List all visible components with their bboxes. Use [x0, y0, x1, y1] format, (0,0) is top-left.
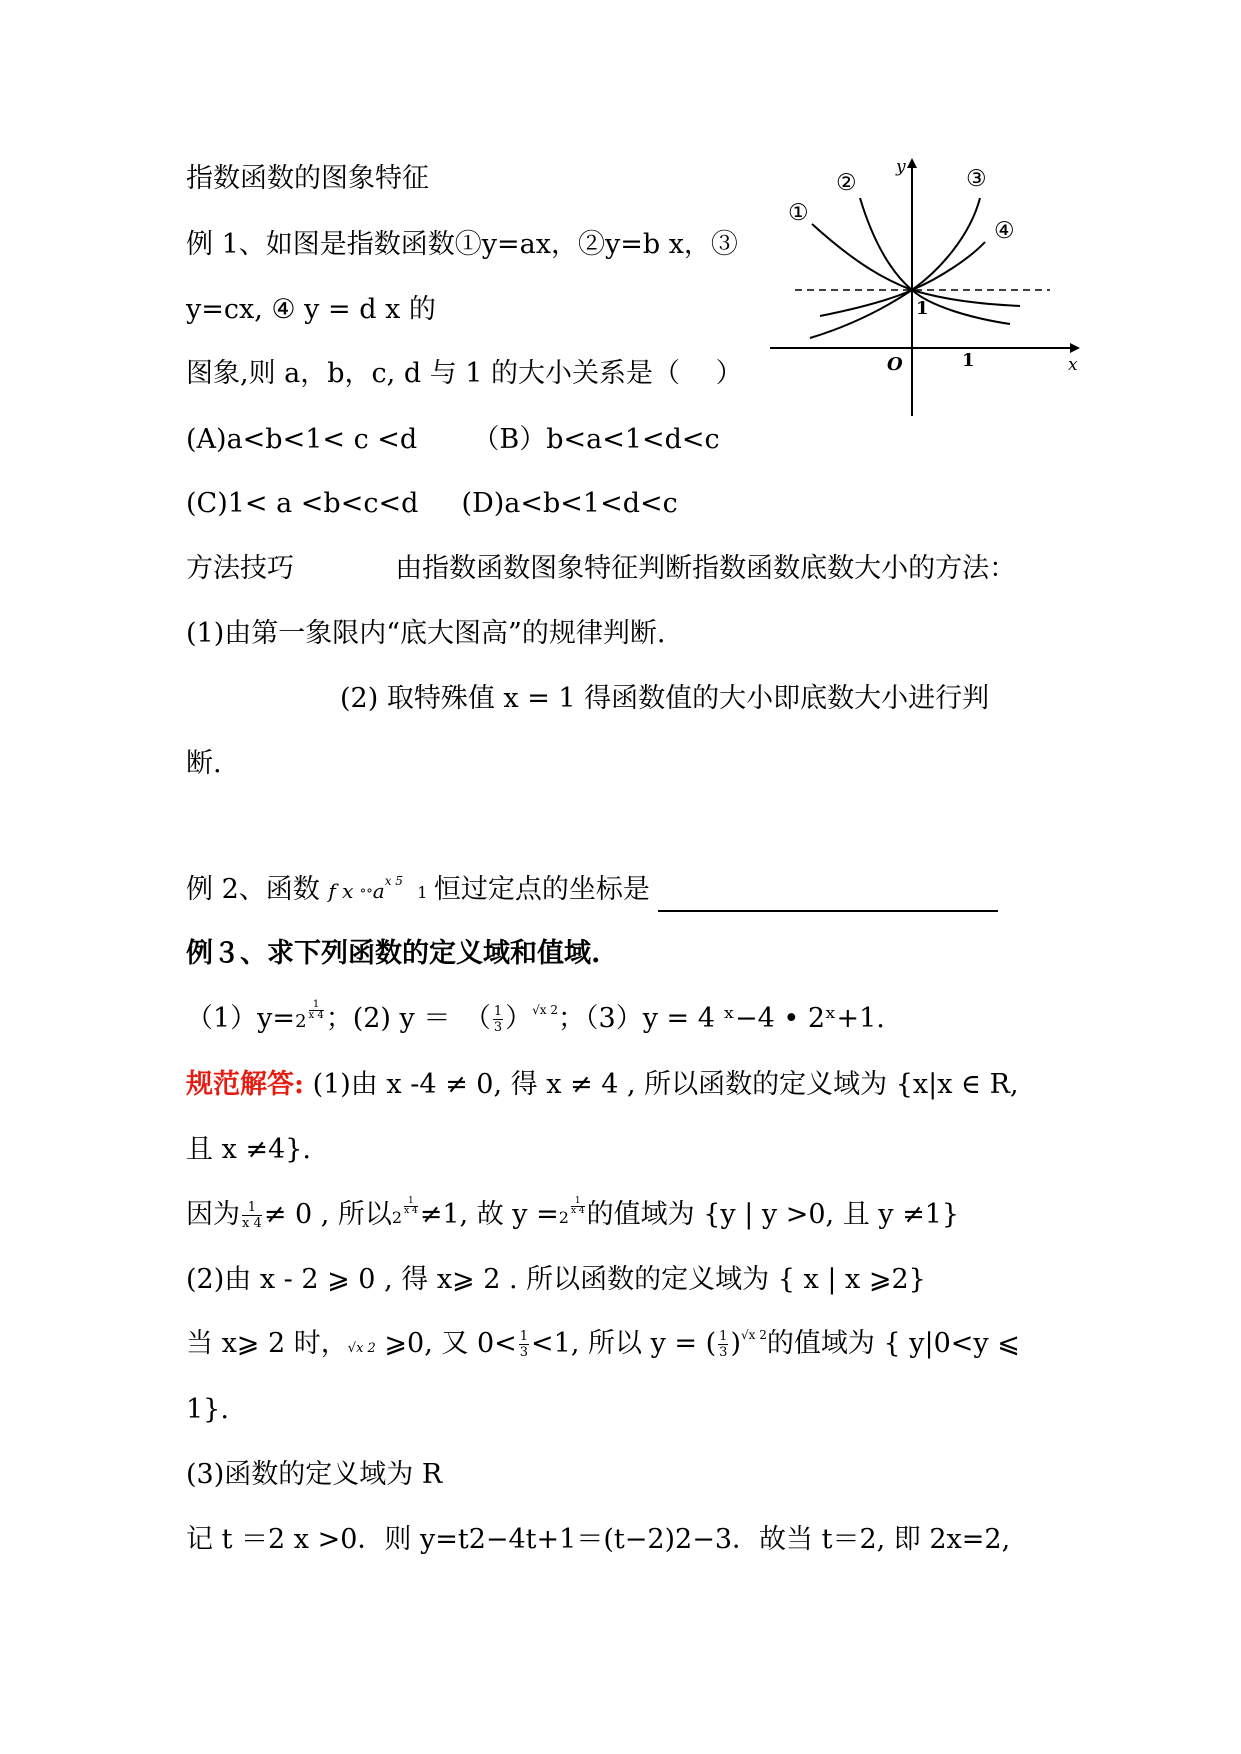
y-axis-label: y [896, 158, 906, 177]
solution-line3: (3)函数的定义域为 R [186, 1459, 443, 1490]
example1-line2: y=cx, ④ y = d x 的 [186, 294, 436, 325]
curve-4 [820, 242, 985, 316]
answer-blank [658, 888, 998, 912]
example1-line1: 例 1、如图是指数函数①y=ax，②y=b x，③ [186, 229, 738, 260]
solution-line1b: 因为 $\frac{1}{x 4}$ ≠ 0 , 所以2 $^{\frac{1}{x 4}}$ ≠1, 故 y =2 $^{\frac{1}{x 4}}$ 的值域为 {y | y >0, 且 y ≠1} [186, 1196, 960, 1231]
solution-line1-cont: 且 x ≠4}. [186, 1134, 311, 1165]
solution-line2b: 当 x⩾ 2 时，√x 2 ⩾0, 又 0< $\frac{1}{3}$ <1, 所以 y = ( $\frac{1}{3}$ )$^{√x 2}$的值域为 { y|0<y ⩽ [186, 1328, 1020, 1360]
x-tick-label: 1 [962, 350, 975, 371]
option-b: （B）b<a<1<d<c [472, 424, 720, 455]
method-point2-cont: 断. [186, 748, 222, 779]
origin-label: O [887, 354, 903, 375]
method-point2: (2) 取特殊值 x = 1 得函数值的大小即底数大小进行判 [340, 683, 990, 714]
example1-options-ab [186, 423, 720, 457]
curve-label-4: ④ [994, 218, 1015, 244]
curve-2 [860, 198, 1010, 324]
example2-prefix: 例 2、函数 [186, 874, 320, 905]
solution-line2-cont: 1}. [186, 1394, 229, 1425]
solution-line2: (2)由 x - 2 ⩾ 0 , 得 x⩾ 2 . 所以函数的定义域为 { x | x ⩾2} [186, 1264, 926, 1295]
curve-label-1: ① [788, 200, 809, 226]
example3-questions: （1）y=2 $^{\frac{1}{x 4}}$ ；(2) y ＝ （ $\frac{1}{3}$ ）$^{√x 2}$；（3）y = 4 ˣ−4 • 2ˣ+1. [186, 999, 885, 1035]
curve-3 [810, 198, 980, 338]
y-tick-label: 1 [916, 298, 929, 319]
example2-formula: f x $^\circ^\circ a^{x 5}$ 1 [328, 874, 428, 903]
solution-label: 规范解答: [186, 1069, 304, 1100]
option-d: (D)a<b<1<d<c [461, 488, 678, 519]
x-axis-label: x [1068, 355, 1078, 375]
option-a: (A)a<b<1< c <d [186, 424, 418, 455]
x-axis-arrow-icon [1070, 343, 1080, 353]
method-intro-line [186, 552, 1016, 586]
solution-line3b: 记 t ＝2 x >0．则 y=t2−4t+1＝(t−2)2−3．故当 t＝2, 即 2x=2, [186, 1524, 1011, 1555]
exponential-graph-figure [770, 158, 1080, 420]
example2-line [186, 873, 998, 912]
method-title: 方法技巧 [186, 553, 294, 584]
y-axis-arrow-icon [907, 158, 917, 168]
method-point1: (1)由第一象限内“底大图高”的规律判断. [186, 618, 666, 649]
curve-label-3: ③ [966, 166, 987, 192]
example1-line3: 图象,则 a，b，c, d 与 1 的大小关系是（ ） [186, 358, 743, 389]
option-c: (C)1< a <b<c<d [186, 488, 419, 519]
example2-suffix: 恒过定点的坐标是 [433, 874, 650, 905]
example3-title: 例３、求下列函数的定义域和值域. [186, 938, 601, 969]
solution-line1: 规范解答: (1)由 x -4 ≠ 0, 得 x ≠ 4 , 所以函数的定义域为 {x|x ∈ R, [186, 1069, 1019, 1100]
curve-label-2: ② [836, 170, 857, 196]
example1-options-cd [186, 487, 678, 521]
section-heading: 指数函数的图象特征 [186, 163, 429, 194]
method-intro: 由指数函数图象特征判断指数函数底数大小的方法： [395, 553, 1017, 584]
